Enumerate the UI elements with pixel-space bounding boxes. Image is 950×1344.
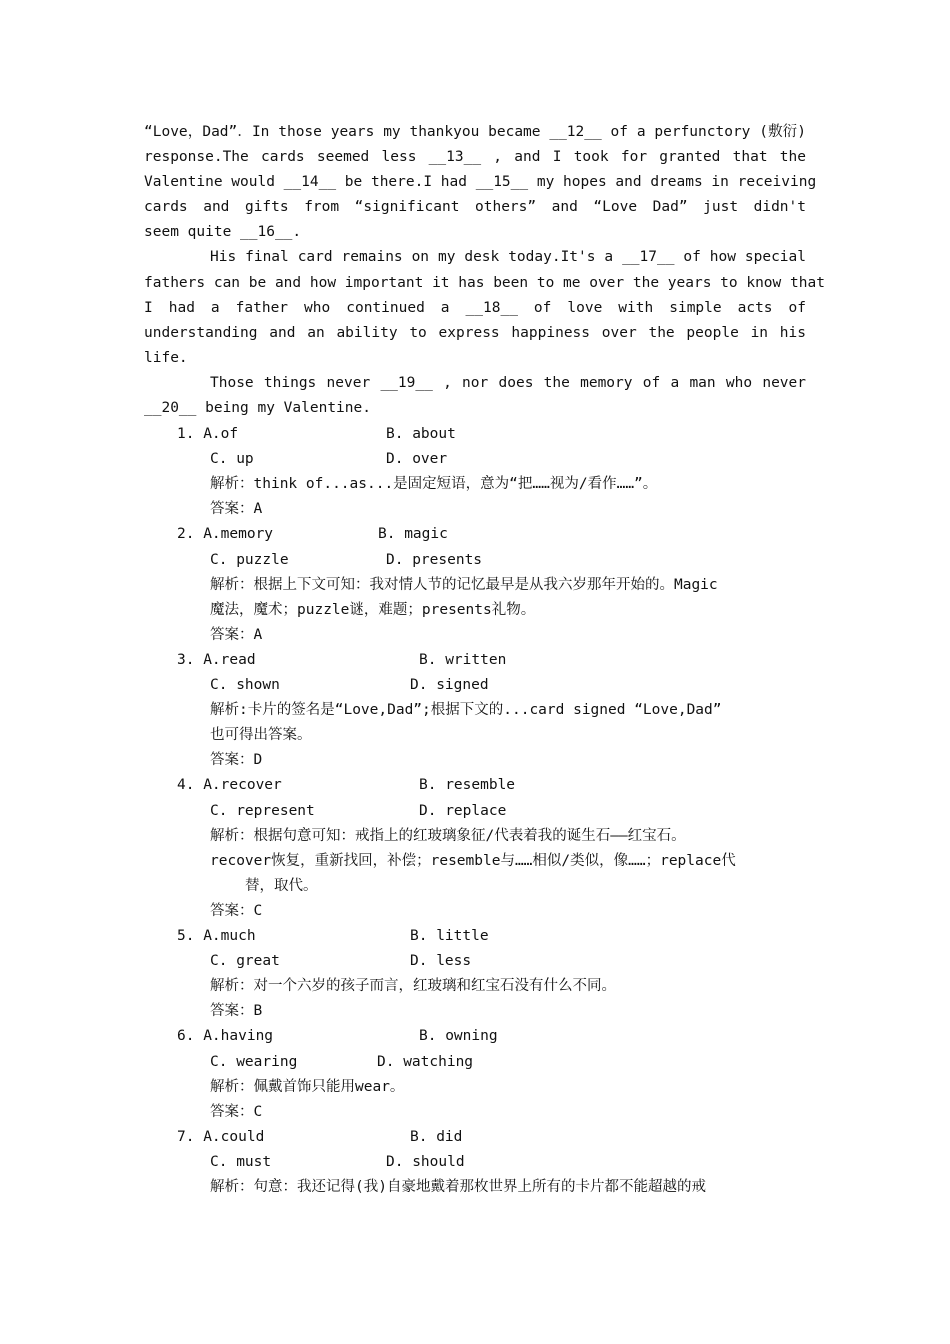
- answer-text: 答案：A: [210, 626, 263, 643]
- option-b: B. written: [419, 651, 507, 668]
- analysis-text: 解析：根据上下文可知：我对情人节的记忆最早是从我六岁那年开始的。Magic: [210, 576, 718, 593]
- option-c: C. puzzle: [210, 551, 289, 568]
- analysis-text: 替，取代。: [245, 877, 318, 894]
- passage-line: cards and gifts from “significant others” and “Love Dad” just didn't: [144, 199, 806, 216]
- answer-text: 答案：D: [210, 752, 263, 769]
- analysis-text: 魔法，魔术；puzzle谜，难题；presents礼物。: [210, 601, 536, 618]
- option-d: D. signed: [410, 677, 489, 693]
- passage-line: seem quite __16__.: [144, 224, 302, 241]
- passage-line: life.: [144, 349, 188, 366]
- option-a: 4. A.recover: [177, 777, 282, 794]
- option-c: C. up: [210, 451, 254, 468]
- option-a: 2. A.memory: [177, 526, 274, 543]
- option-row: [0, 949, 950, 974]
- passage-line: understanding and an ability to express happiness over the people in his: [144, 324, 806, 341]
- option-c: C. wearing: [210, 1053, 298, 1070]
- option-row: [0, 1150, 950, 1175]
- analysis-text: 解析：佩戴首饰只能用wear。: [210, 1078, 405, 1095]
- option-c: C. represent: [210, 802, 315, 819]
- analysis-text: 也可得出答案。: [210, 727, 312, 744]
- option-a: 6. A.having: [177, 1028, 274, 1045]
- option-a: 3. A.read: [177, 651, 256, 668]
- option-row: [0, 648, 950, 673]
- answer-text: 答案：C: [210, 1103, 263, 1120]
- analysis-text: recover恢复，重新找回，补偿；resemble与……相似/类似，像……；replace代: [210, 852, 736, 869]
- passage-line: fathers can be and how important it has been to me over the years to know that: [144, 274, 825, 291]
- analysis-text: 解析：think of...as...是固定短语，意为“把……视为/看作……”。: [210, 476, 658, 493]
- option-d: D. should: [386, 1153, 465, 1170]
- option-b: B. owning: [419, 1028, 498, 1045]
- option-b: B. did: [410, 1128, 463, 1145]
- option-d: D. less: [410, 953, 472, 970]
- option-row: [0, 1024, 950, 1049]
- option-d: D. watching: [377, 1053, 474, 1070]
- analysis-text: 解析：根据句意可知：戒指上的红玻璃象征/代表着我的诞生石——红宝石。: [210, 827, 686, 844]
- option-row: [0, 773, 950, 798]
- analysis-text: 解析：句意：我还记得(我)自豪地戴着那枚世界上所有的卡片都不能超越的戒: [210, 1179, 706, 1195]
- option-d: D. replace: [419, 802, 507, 819]
- option-a: 7. A.could: [177, 1128, 265, 1145]
- option-row: [0, 799, 950, 824]
- passage-line: __20__ being my Valentine.: [144, 400, 371, 417]
- cloze-passage: [144, 120, 825, 421]
- option-b: B. resemble: [419, 777, 516, 794]
- option-row: [0, 548, 950, 573]
- option-row: [0, 422, 950, 447]
- option-d: D. over: [386, 451, 448, 468]
- passage-line: I had a father who continued a __18__ of love with simple acts of: [144, 299, 806, 316]
- passage-line: response.The cards seemed less __13__ , and I took for granted that the: [144, 149, 806, 166]
- option-b: B. magic: [378, 526, 448, 543]
- option-row: [0, 1050, 950, 1075]
- passage-line: “Love，Dad”．In those years my thankyou became __12__ of a perfunctory (敷衍): [144, 124, 806, 140]
- option-b: B. about: [386, 426, 456, 442]
- answer-text: 答案：B: [210, 1003, 263, 1020]
- option-b: B. little: [410, 928, 489, 944]
- option-c: C. great: [210, 953, 280, 970]
- option-row: [0, 1125, 950, 1150]
- analysis-text: 解析:卡片的签名是“Love,Dad”;根据下文的...card signed “Love,Dad”: [210, 702, 722, 719]
- passage-line: Valentine would __14__ be there.I had __15__ my hopes and dreams in receiving: [144, 174, 817, 191]
- option-row: [0, 447, 950, 472]
- option-row: [0, 924, 950, 949]
- option-row: [0, 673, 950, 698]
- passage-line: Those things never __19__ , nor does the memory of a man who never: [210, 374, 806, 391]
- option-d: D. presents: [386, 551, 483, 568]
- answer-text: 答案：C: [210, 902, 263, 919]
- option-c: C. must: [210, 1153, 272, 1170]
- answer-text: 答案：A: [210, 501, 263, 518]
- option-c: C. shown: [210, 677, 280, 693]
- option-row: [0, 522, 950, 547]
- passage-line: His final card remains on my desk today.It's a __17__ of how special: [210, 249, 806, 266]
- analysis-text: 解析：对一个六岁的孩子而言，红玻璃和红宝石没有什么不同。: [210, 978, 616, 995]
- option-a: 1. A.of: [177, 426, 239, 442]
- option-a: 5. A.much: [177, 928, 256, 944]
